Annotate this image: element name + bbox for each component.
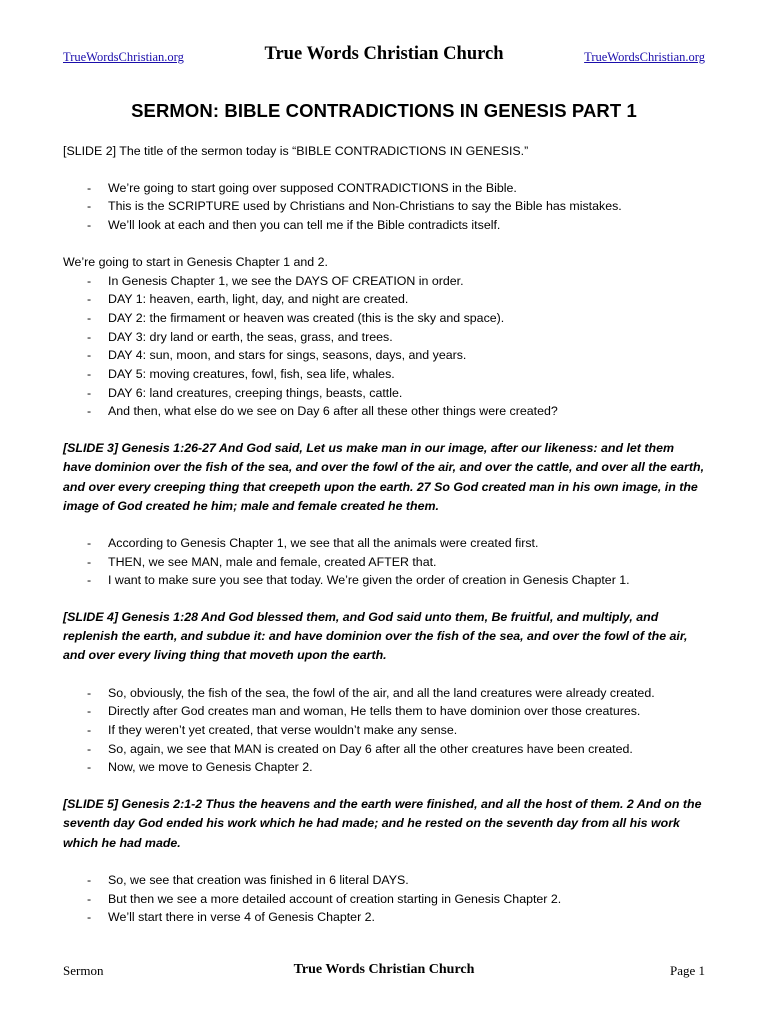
header-title: True Words Christian Church (264, 44, 504, 64)
list-slide3-notes (63, 534, 705, 590)
list-contradictions (63, 179, 705, 235)
list-slide4-notes (63, 684, 705, 778)
slide4-verse: [SLIDE 4] Genesis 1:28 And God blessed them, and God said unto them, Be fruitful, and multiply, and replenish the earth, and subdue it: and have dominion over the fish of the sea, and over the fowl of the air, and over every living thing that moveth upon the earth. (63, 610, 688, 663)
header-link-right[interactable]: TrueWordsChristian.org (584, 50, 705, 64)
list-item: - But then we see a more detailed account of creation starting in Genesis Chapter 2. (63, 890, 705, 909)
list-item: - According to Genesis Chapter 1, we see that all the animals were created first. (63, 534, 705, 553)
footer-church-name: True Words Christian Church (293, 962, 475, 977)
list-item: - If they weren’t yet created, that verse wouldn’t make any sense. (63, 721, 705, 740)
page-number: Page 1 (669, 963, 705, 978)
page-footer (63, 962, 705, 982)
list-item: - DAY 2: the firmament or heaven was created (this is the sky and space). (63, 309, 705, 328)
list-item: - So, again, we see that MAN is created on Day 6 after all the other creatures have been created. (63, 740, 705, 759)
list-slide5-notes (63, 871, 705, 927)
list-item: - We’re going to start going over supposed CONTRADICTIONS in the Bible. (63, 179, 705, 198)
genesis-intro-paragraph: We’re going to start in Genesis Chapter 1 and 2. (63, 254, 328, 269)
list-item: - DAY 5: moving creatures, fowl, fish, sea life, whales. (63, 365, 705, 384)
list-item: - Directly after God creates man and woman, He tells them to have dominion over those creatures. (63, 702, 705, 721)
header-link-left[interactable]: TrueWordsChristian.org (63, 50, 184, 64)
list-item: - So, obviously, the fish of the sea, the fowl of the air, and all the land creatures were already created. (63, 684, 705, 703)
list-item: - In Genesis Chapter 1, we see the DAYS OF CREATION in order. (63, 272, 705, 291)
list-item: - This is the SCRIPTURE used by Christians and Non-Christians to say the Bible has mistakes. (63, 197, 705, 216)
document-body (63, 100, 705, 927)
list-item: - DAY 1: heaven, earth, light, day, and night are created. (63, 290, 705, 309)
list-item: - We’ll look at each and then you can tell me if the Bible contradicts itself. (63, 216, 705, 235)
list-item: - DAY 3: dry land or earth, the seas, grass, and trees. (63, 328, 705, 347)
slide3-verse: [SLIDE 3] Genesis 1:26-27 And God said, Let us make man in our image, after our likeness: and let them have dominion over the fish of the sea, and over the fowl of the air, and over the cattle, and over all the earth, and over every creeping thing that creepeth upon the earth. 27 So God created man in his own image, in the image of God created he him; male and female created he them. (63, 441, 705, 513)
list-item: - DAY 4: sun, moon, and stars for sings, seasons, days, and years. (63, 346, 705, 365)
list-item: - DAY 6: land creatures, creeping things, beasts, cattle. (63, 384, 705, 403)
list-item: - We’ll start there in verse 4 of Genesis Chapter 2. (63, 908, 705, 927)
page-header (63, 44, 705, 70)
intro-paragraph: [SLIDE 2] The title of the sermon today is “BIBLE CONTRADICTIONS IN GENESIS.” (63, 144, 529, 158)
sermon-title: SERMON: BIBLE CONTRADICTIONS IN GENESIS PART 1 (131, 100, 637, 121)
list-days-of-creation (63, 272, 705, 422)
list-item: - And then, what else do we see on Day 6 after all these other things were created? (63, 402, 705, 421)
list-item: - Now, we move to Genesis Chapter 2. (63, 758, 705, 777)
list-item: - THEN, we see MAN, male and female, created AFTER that. (63, 553, 705, 572)
footer-left-label: Sermon (63, 963, 104, 978)
list-item: - I want to make sure you see that today. We’re given the order of creation in Genesis Chapter 1. (63, 571, 705, 590)
slide5-verse: [SLIDE 5] Genesis 2:1-2 Thus the heavens and the earth were finished, and all the host of them. 2 And on the seventh day God ended his work which he had made; and he rested on the seventh day from all his work which he had made. (63, 797, 702, 850)
list-item: - So, we see that creation was finished in 6 literal DAYS. (63, 871, 705, 890)
